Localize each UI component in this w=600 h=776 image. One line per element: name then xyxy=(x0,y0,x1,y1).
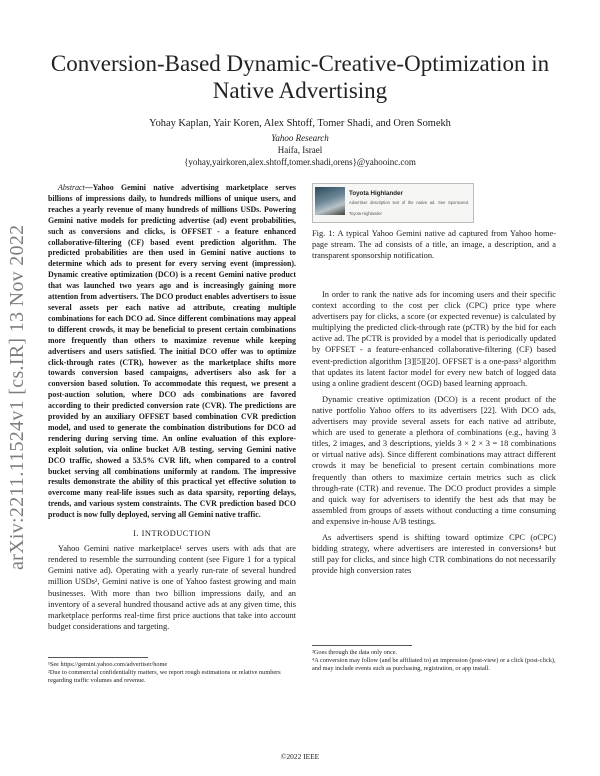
footnote: ¹See https://gemini.yahoo.com/advertiser/home xyxy=(48,661,168,668)
ad-description: Advertiser description text of the native ad. See Sponsored. Toyota Highlander xyxy=(349,200,469,217)
abstract-text: —Yahoo Gemini native advertising marketplace serves billions of impressions daily, to hundreds millions of unique users, and reaches a yearly revenue of many hundreds of millions USDs. Powering Gemini native models for predicting advertise (ad) event probabilities, such as conversions and clicks, is OFFSET - a feature enhanced collaborative-filtering (CF) based event prediction algorithm. The predicted probabilities are then used in Gemini native auctions to determine which ads to present for every serving event (impression). Dynamic creative optimization (DCO) is a recent Gemini native product that was launched two years ago and is increasingly gaining more attention from advertisers. The DCO product enables advertisers to issue several assets per each native ad attribute, creating multiple combinations for each DCO ad. Since different combinations may appeal to different crowds, it may be beneficial to present certain combinations more frequently than others to maximize revenue while keeping advertisers and users satisfied. The initial DCO offer was to optimize click-through rates (CTR), however as the marketplace shifts more towards conversion based campaigns, advertisers also ask for a conversion based solution. To accommodate this request, we present a post-auction solution, where DCO ads combinations are favored according to their predicted conversion rate (CVR). The predictions are provided by an auxiliary OFFSET based combination CVR prediction model, and used to generate the combination distributions for DCO ad rendering during serving time. An online evaluation of this explore-exploit solution, via online bucket A/B testing, serving Gemini native DCO traffic, showed a 53.5% CVR lift, when compared to a control bucket serving all combinations uniformly at random. The impressive results demonstrate the ability of this practical yet effective solution to overcome many real-life issues such as data sparsity, reporting delays, trends, and various system constraints. The CVR prediction based DCO product is now fully deployed, serving all Gemini native traffic. xyxy=(48,183,296,520)
paper-title: Conversion-Based Dynamic-Creative-Optimization in Native Advertising xyxy=(50,51,550,103)
copyright-notice: ©2022 IEEE xyxy=(280,752,320,761)
ad-headline: Toyota Highlander xyxy=(349,190,403,197)
arxiv-stamp: arXiv:2211.11524v1 [cs.IR] 13 Nov 2022 xyxy=(6,224,28,570)
footnote: ³Goes through the data only once. xyxy=(312,649,398,656)
body-paragraph: Dynamic creative optimization (DCO) is a recent product of the native portfolio Yahoo offers to its advertisers [22]. With DCO ads, advertisers may provide several assets for each native ad attribute, which are used to generate a plethora of combinations (e.g., having 3 titles, 2 images, and 3 descriptions, yields 3 × 2 × 3 = 18 combinations or virtual native ads). Since different combinations may attract different crowds it may be beneficial to present certain combinations more frequently than others to maximize certain metrics such as click through-rate (CTR) and revenue. The DCO product provides a simple and quick way for advertisers to identify the best ads that may be assembled from groups of assets without conducting a time consuming and expensive in-house A/B testings. xyxy=(312,394,556,526)
abstract-lead: Abstract xyxy=(58,183,85,192)
figure-native-ad xyxy=(312,183,474,223)
footnote: ²Due to commercial confidentiality matters, we report rough estimations or relative numbers regarding traffic volumes and revenue. xyxy=(48,669,281,685)
abstract xyxy=(48,183,296,521)
body-paragraph: In order to rank the native ads for incoming users and their specific context according to the cost per click (CPC) price type where advertisers pay for clicks, a score (or expected revenue) is calculated by multiplying the predicted click-through rate (pCTR) by the bid for each active ad. The pCTR is provided by a model that is periodically updated by OFFSET - a feature-enhanced collaborative-filtering (CF) based event-prediction algorithm [3][5][20]. OFFSET is a one-pass³ algorithm that updates its latent factor model for every new batch of logged data using a online gradient descent (OGD) based learning approach. xyxy=(312,290,556,388)
footnote: ⁴A conversion may follow (and be affiliated to) an impression (post-view) or a click (post-click), and may include events such as purchasing, registration, or app install. xyxy=(312,657,556,673)
affiliation-block xyxy=(40,132,560,168)
section-heading-introduction: I. INTRODUCTION xyxy=(133,529,211,539)
right-column xyxy=(312,183,556,581)
body-paragraph: As advertisers spend is shifting toward optimize CPC (oCPC) bidding strategy, where advertisers are interested in conversions⁴ but still pay for clicks, and since high CTR combinations do not necessarily provide high conversion rates xyxy=(312,532,556,576)
intro-paragraph: Yahoo Gemini native marketplace¹ serves users with ads that are rendered to resemble the surrounding content (see Figure 1 for a typical Gemini native ad). Operating with a yearly run-rate of several hundred million USDs², Gemini native is one of Yahoo fastest growing and main businesses. With more than two billion impressions daily, and an inventory of a several hundred thousand active ads at any given time, this marketplace performs real-time first price auctions that take into account budget considerations and targeting. xyxy=(48,544,296,631)
ad-image xyxy=(315,187,345,215)
left-column xyxy=(48,183,296,637)
footnotes-left xyxy=(48,657,296,685)
footnotes-right xyxy=(312,645,556,673)
affiliation-emails: {yohay,yairkoren,alex.shtoff,tomer.shadi,orens}@yahooinc.com xyxy=(184,157,416,167)
affiliation-city: Haifa, Israel xyxy=(277,145,323,155)
figure-caption: Fig. 1: A typical Yahoo Gemini native ad captured from Yahoo home-page stream. The ad consists of a title, an image, a description, and a transparent sponsorship notification. xyxy=(312,229,556,260)
affiliation-org: Yahoo Research xyxy=(271,133,329,143)
author-list: Yohay Kaplan, Yair Koren, Alex Shtoff, Tomer Shadi, and Oren Somekh xyxy=(149,118,451,129)
